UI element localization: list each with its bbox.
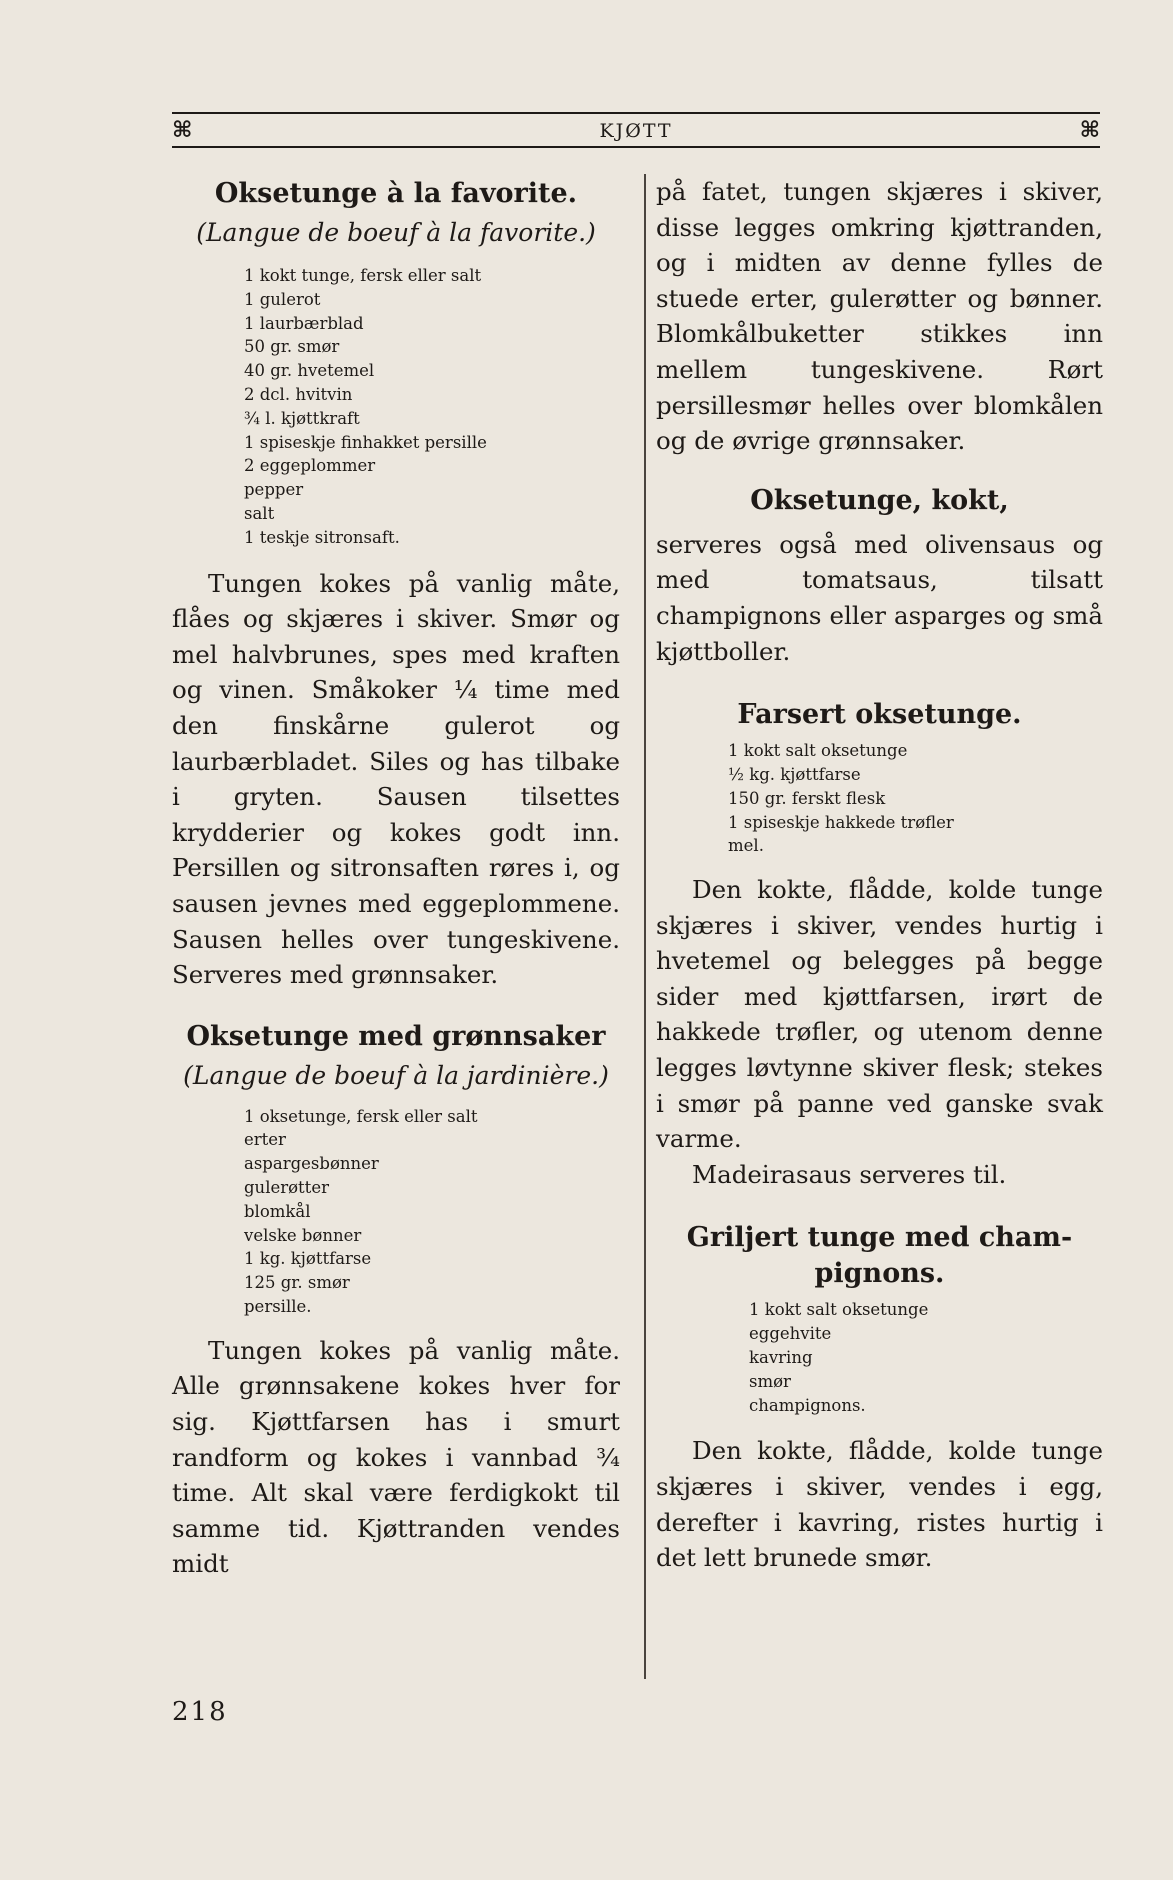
ingredient-item: 1 laurbærblad: [244, 313, 364, 333]
column-divider: [644, 174, 646, 1679]
ingredient-item: 50 gr. smør: [244, 337, 340, 357]
ingredient-item: aspargesbønner: [244, 1154, 379, 1174]
recipe-title: Oksetunge à la favorite.: [214, 178, 578, 209]
recipe-instructions: Den kokte, flådde, kolde tunge skjæres i skiver, vendes hurtig i hvetemel og belegges på begge sider med kjøttfarsen, irørt de hakkede trøfler, og utenom denne legges løvtynne skiver flesk; stekes i smør på panne ved ganske svak varme.: [656, 875, 1103, 1154]
recipe-title: Oksetunge med grønnsaker: [186, 1020, 606, 1052]
ingredient-item: 125 gr. smør: [244, 1273, 350, 1293]
ingredient-item: 2 eggeplommer: [244, 456, 376, 476]
ingredient-item: 150 gr. ferskt flesk: [728, 788, 886, 808]
recipe-instructions: Tungen kokes på vanlig måte, flåes og skjæres i skiver. Smør og mel halvbrunes, spes med kraften og vinen. Småkoker ¼ time med den finskårne gulerot og laurbærbladet. Siles og has tilbake i gryten. Sausen tilsettes krydderier og kokes godt inn. Persillen og sitronsaften røres i, og sausen jevnes med eggeplommene. Sausen helles over tungeskivene. Serveres med grønnsaker.: [172, 568, 620, 990]
ingredient-item: champignons.: [749, 1395, 866, 1415]
ingredient-item: 1 teskje sitronsaft.: [244, 527, 400, 547]
ingredient-list: [172, 1105, 620, 1319]
recipe-title-line2: pignons.: [814, 1258, 945, 1290]
recipe-title: Oksetunge, kokt,: [750, 484, 1009, 516]
recipe-subtitle: (Langue de boeuf à la favorite.): [196, 218, 596, 247]
ingredient-item: eggehvite: [749, 1324, 832, 1344]
recipe-oksetunge-a-la-favorite: [172, 174, 620, 993]
ingredient-item: 1 oksetunge, fersk eller salt: [244, 1106, 478, 1126]
recipe-title-line1: Griljert tunge med cham-: [686, 1222, 1073, 1254]
header-rule-bottom: [172, 146, 1100, 148]
page-number: 218: [172, 1697, 228, 1727]
recipe-subtitle: (Langue de boeuf à la jardinière.): [183, 1060, 609, 1090]
ingredient-item: persille.: [244, 1297, 312, 1317]
recipe-title: Farsert oksetunge.: [737, 699, 1022, 731]
right-column: [656, 174, 1103, 1576]
recipe-instructions-continued: på fatet, tungen skjæres i skiver, disse legges omkring kjøttranden, og i midten av denne fylles de stuede erter, gulerøtter og bønner. Blomkålbuketter stikkes inn mellem tungeskivene. Rørt persillesmør helles over blomkålen og de øvrige grønnsaker.: [656, 177, 1103, 456]
recipe-instructions: Tungen kokes på vanlig måte. Alle grønnsakene kokes hver for sig. Kjøttfarsen has i smurt randform og kokes i vannbad ¾ time. Alt skal være ferdigkokt til samme tid. Kjøttranden vendes midt: [172, 1335, 620, 1579]
ingredient-item: 1 kokt salt oksetunge: [749, 1300, 929, 1320]
ingredient-item: 40 gr. hvetemel: [244, 361, 375, 381]
recipe-instructions: Den kokte, flådde, kolde tunge skjæres i skiver, vendes i egg, derefter i kavring, ristes hurtig i det lett brunede smør.: [656, 1436, 1103, 1573]
recipe-instructions: serveres også med olivensaus og med tomatsaus, tilsatt champignons eller asparges og små kjøttboller.: [656, 529, 1103, 666]
ingredient-item: 2 dcl. hvitvin: [244, 384, 353, 404]
ingredient-item: erter: [244, 1130, 286, 1150]
ingredient-item: mel.: [728, 836, 764, 856]
recipe-serving-note: Madeirasaus serveres til.: [692, 1159, 1007, 1189]
recipe-oksetunge-kokt: [656, 481, 1103, 669]
recipe-oksetunge-med-gronnsaker: [172, 1017, 620, 1582]
ingredient-item: 1 spiseskje finhakket persille: [244, 432, 487, 452]
recipe-farsert-oksetunge: [656, 695, 1103, 1192]
header-ornament-right: ⌘: [1079, 117, 1100, 143]
ingredient-item: 1 spiseskje hakkede trøfler: [728, 812, 954, 832]
ingredient-item: velske bønner: [244, 1225, 362, 1245]
ingredient-item: 1 kokt salt oksetunge: [728, 741, 908, 761]
ingredient-item: salt: [244, 503, 275, 523]
ingredient-item: ½ kg. kjøttfarse: [728, 764, 861, 784]
ingredient-item: blomkål: [244, 1201, 311, 1221]
header-title: KJØTT: [599, 120, 673, 142]
ingredient-item: 1 gulerot: [244, 289, 321, 309]
left-column: [172, 174, 620, 1582]
ingredient-list: [656, 739, 1103, 858]
running-header: [172, 108, 1100, 150]
ingredient-item: ¾ l. kjøttkraft: [244, 408, 360, 428]
ingredient-list: [656, 1298, 1103, 1417]
ingredient-list: [172, 264, 620, 550]
ingredient-item: gulerøtter: [244, 1178, 329, 1198]
header-ornament-left: ⌘: [172, 117, 193, 143]
ingredient-item: smør: [749, 1371, 791, 1391]
recipe-griljert-tunge-med-champignons: [656, 1220, 1103, 1575]
header-rule-top: [172, 112, 1100, 114]
ingredient-item: 1 kokt tunge, fersk eller salt: [244, 266, 482, 285]
ingredient-item: kavring: [749, 1348, 813, 1368]
ingredient-item: 1 kg. kjøttfarse: [244, 1249, 372, 1269]
ingredient-item: pepper: [244, 480, 304, 500]
